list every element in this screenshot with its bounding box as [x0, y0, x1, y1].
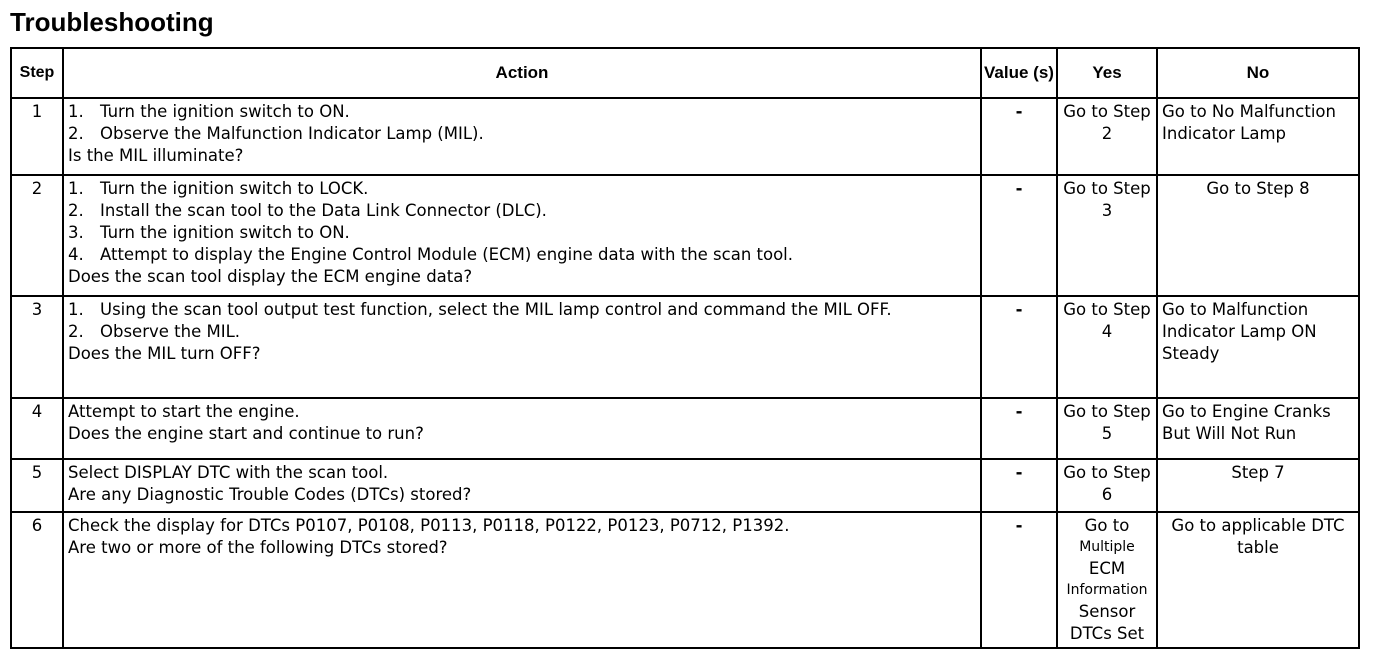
action-question: Does the engine start and continue to run?	[68, 424, 424, 443]
list-item: 2. Install the scan tool to the Data Link Connector (DLC).	[68, 201, 547, 220]
value-cell: -	[981, 398, 1057, 459]
value-cell: -	[981, 296, 1057, 398]
yes-cell: Go to Step 5	[1057, 398, 1157, 459]
step-number: 2	[11, 175, 63, 296]
action-list	[68, 178, 976, 266]
value-cell: -	[981, 512, 1057, 648]
table-row	[11, 512, 1359, 648]
step-number: 4	[11, 398, 63, 459]
list-item: 2. Observe the MIL.	[68, 322, 241, 341]
no-cell: Step 7	[1157, 459, 1359, 512]
action-question: Are two or more of the following DTCs stored?	[68, 538, 448, 557]
no-cell: Go to No Malfunction Indicator Lamp	[1157, 98, 1359, 175]
yes-line: Information	[1066, 582, 1148, 598]
action-cell	[63, 459, 981, 512]
no-cell: Go to Engine Cranks But Will Not Run	[1157, 398, 1359, 459]
action-cell	[63, 175, 981, 296]
list-item: 1. Turn the ignition switch to ON.	[68, 102, 350, 121]
action-cell	[63, 98, 981, 175]
list-item: 1. Using the scan tool output test function, select the MIL lamp control and command the MIL OFF.	[68, 300, 892, 319]
step-number: 1	[11, 98, 63, 175]
action-cell	[63, 512, 981, 648]
list-item: 3. Turn the ignition switch to ON.	[68, 223, 350, 242]
page-title: Troubleshooting	[10, 7, 214, 37]
list-item: 1. Turn the ignition switch to LOCK.	[68, 179, 369, 198]
action-text: Attempt to start the engine.	[68, 402, 300, 421]
action-question: Does the scan tool display the ECM engine data?	[68, 267, 473, 286]
step-number: 5	[11, 459, 63, 512]
yes-line: DTCs Set	[1069, 624, 1145, 643]
action-question: Are any Diagnostic Trouble Codes (DTCs) stored?	[68, 485, 472, 504]
step-number: 3	[11, 296, 63, 398]
list-item: 2. Observe the Malfunction Indicator Lamp (MIL).	[68, 124, 484, 143]
value-cell: -	[981, 98, 1057, 175]
yes-cell: Go to Step 4	[1057, 296, 1157, 398]
table-row	[11, 175, 1359, 296]
troubleshooting-table	[10, 47, 1360, 649]
header-step: Step	[11, 48, 63, 98]
no-cell: Go to Step 8	[1157, 175, 1359, 296]
yes-line: ECM	[1088, 559, 1126, 578]
header-no: No	[1157, 48, 1359, 98]
action-list	[68, 299, 976, 343]
action-cell	[63, 398, 981, 459]
header-value: Value (s)	[981, 48, 1057, 98]
list-item: 4. Attempt to display the Engine Control Module (ECM) engine data with the scan tool.	[68, 245, 794, 264]
no-cell: Go to Malfunction Indicator Lamp ON Steady	[1157, 296, 1359, 398]
value-cell: -	[981, 459, 1057, 512]
yes-cell	[1057, 512, 1157, 648]
action-cell	[63, 296, 981, 398]
value-cell: -	[981, 175, 1057, 296]
action-list	[68, 101, 976, 145]
yes-cell: Go to Step 3	[1057, 175, 1157, 296]
step-number: 6	[11, 512, 63, 648]
yes-line: Multiple	[1079, 539, 1135, 555]
action-question: Is the MIL illuminate?	[68, 146, 244, 165]
yes-cell: Go to Step 6	[1057, 459, 1157, 512]
yes-cell: Go to Step 2	[1057, 98, 1157, 175]
table-row	[11, 98, 1359, 175]
header-yes: Yes	[1057, 48, 1157, 98]
yes-line: Sensor	[1078, 602, 1136, 621]
header-row	[11, 48, 1359, 98]
table-row	[11, 398, 1359, 459]
action-text: Check the display for DTCs P0107, P0108, P0113, P0118, P0122, P0123, P0712, P1392.	[68, 516, 790, 535]
header-action: Action	[63, 48, 981, 98]
no-cell: Go to applicable DTC table	[1157, 512, 1359, 648]
action-text: Select DISPLAY DTC with the scan tool.	[68, 463, 389, 482]
table-row	[11, 459, 1359, 512]
yes-line: Go to	[1084, 516, 1130, 535]
action-question: Does the MIL turn OFF?	[68, 344, 261, 363]
table-row	[11, 296, 1359, 398]
